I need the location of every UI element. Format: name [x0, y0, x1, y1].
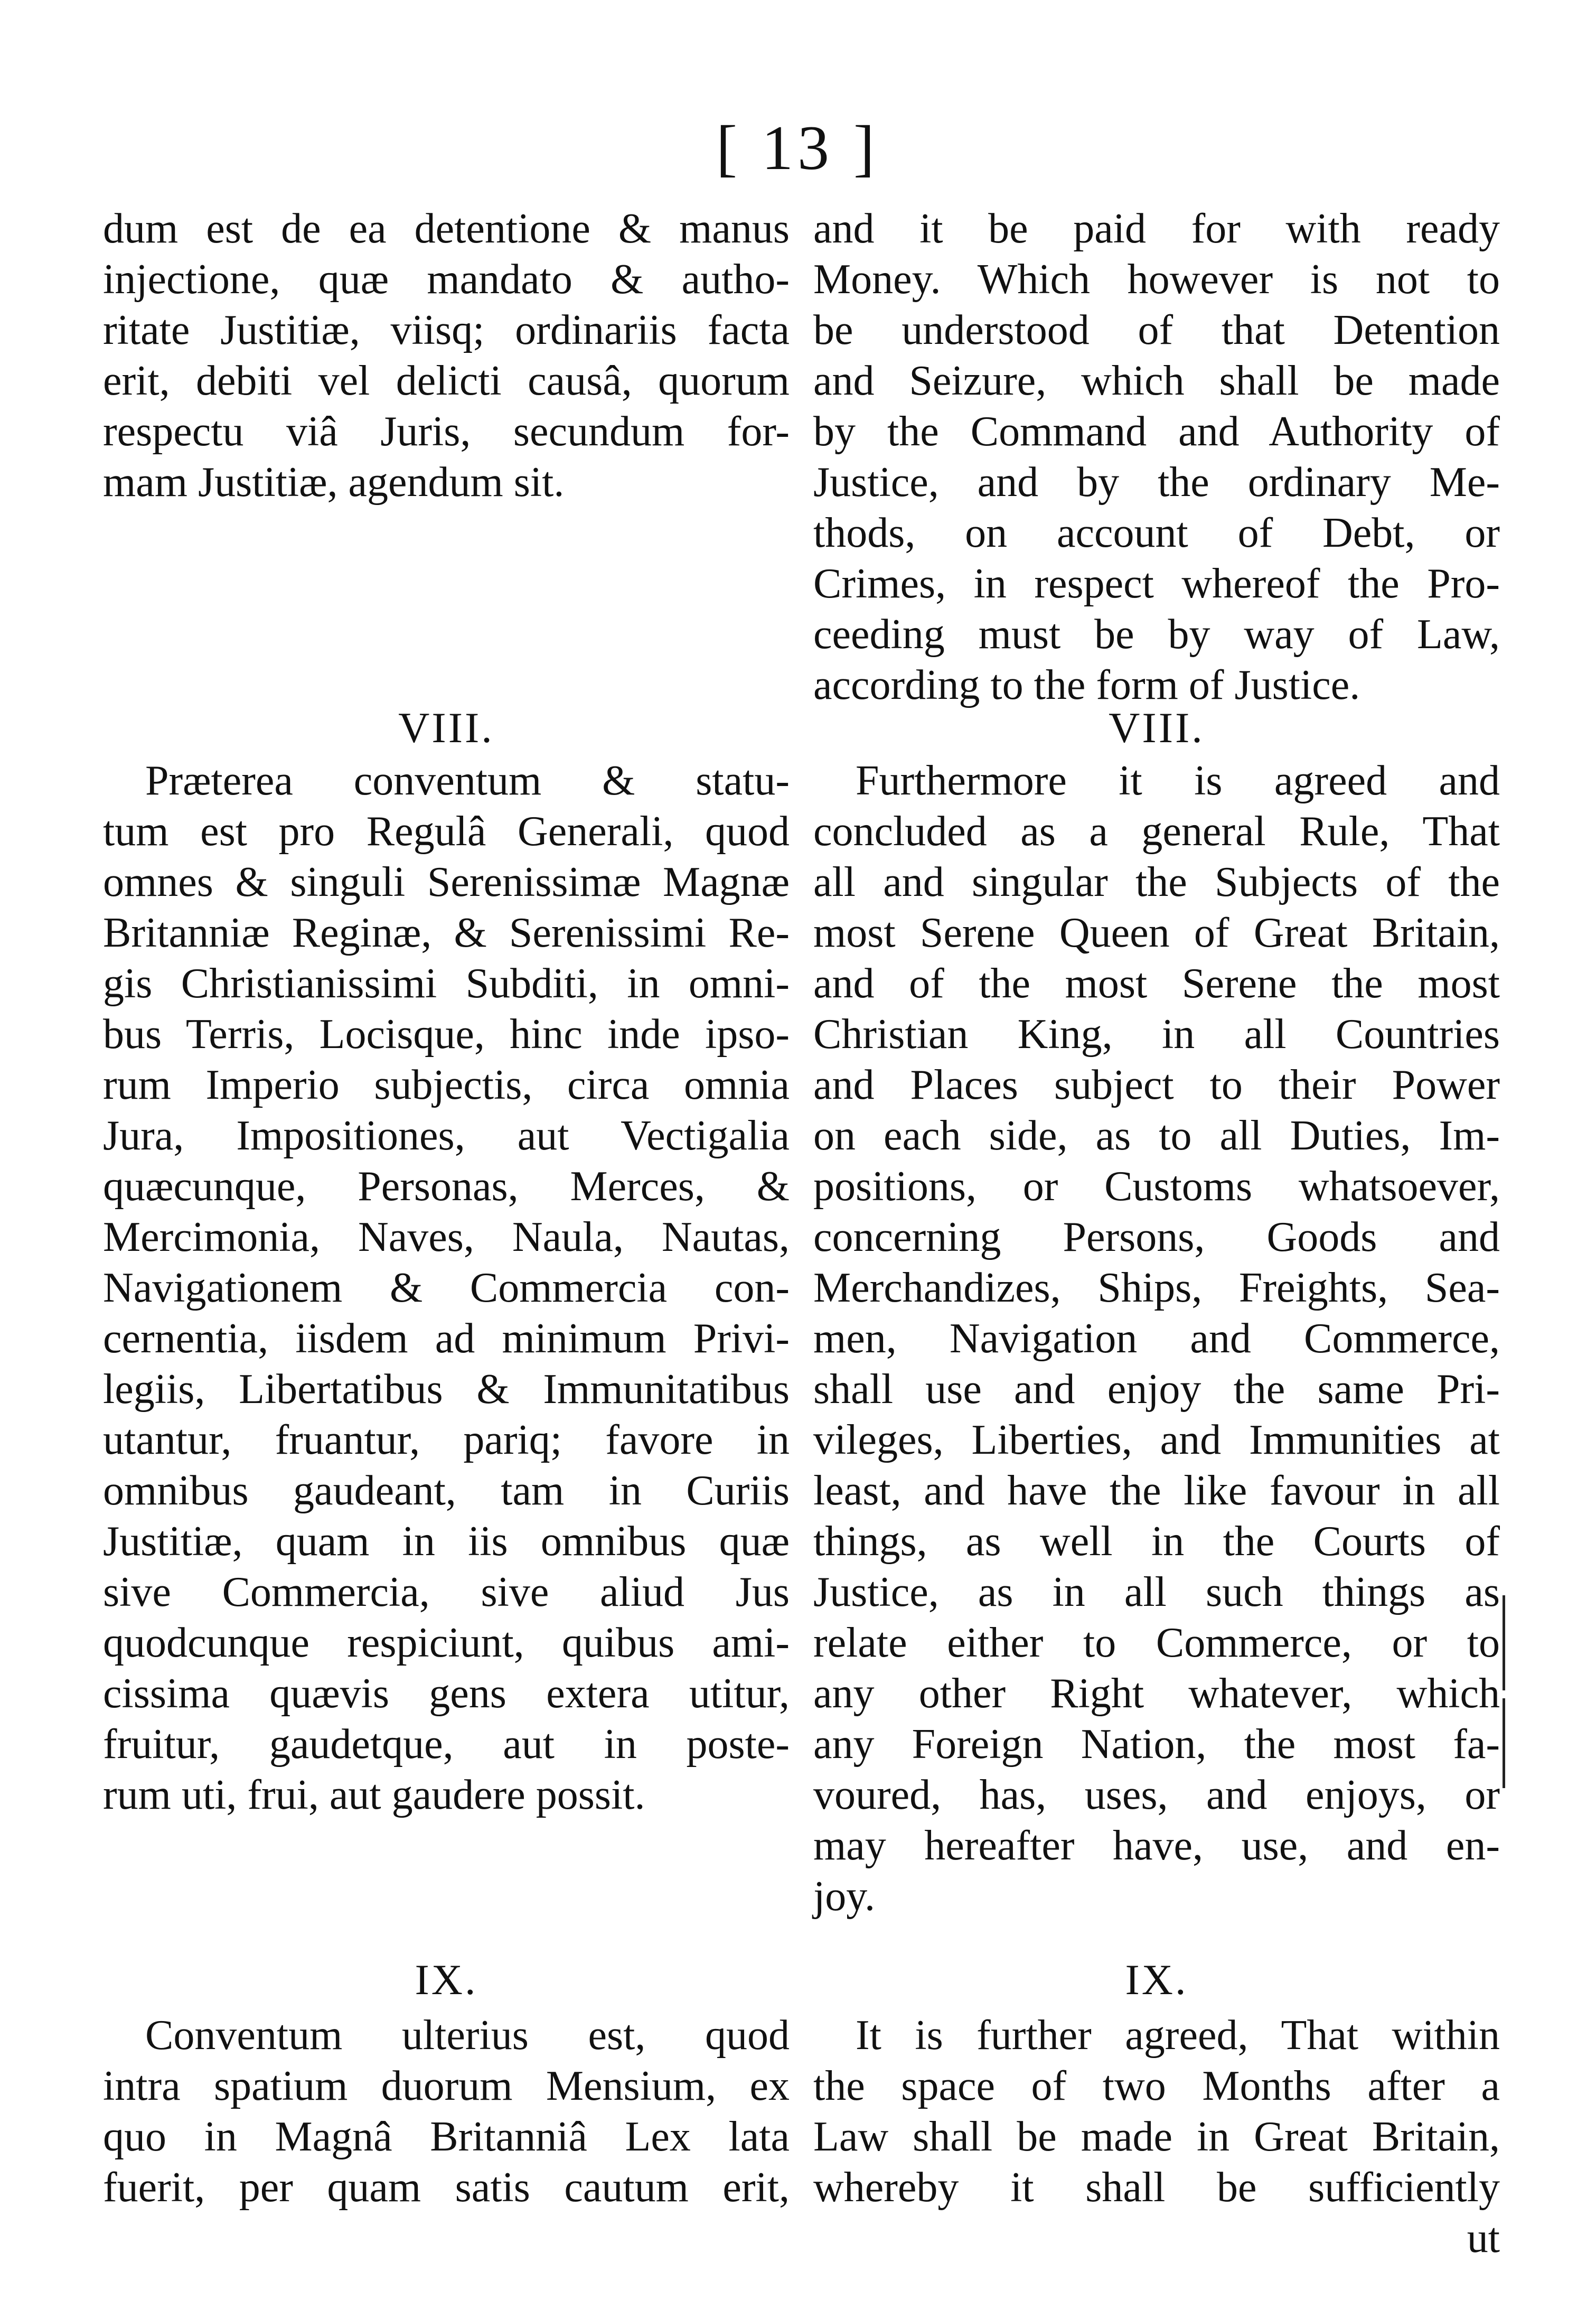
- text-line: utantur, fruantur, pariq; favore in: [103, 1417, 790, 1463]
- text-line: bus Terris, Locisque, hinc inde ipso-: [103, 1011, 790, 1058]
- text-line: Justice, as in all such things as: [813, 1569, 1500, 1615]
- text-line: joy.: [813, 1873, 876, 1920]
- latin-section-viii-paragraph: [103, 755, 790, 1820]
- text-line: men, Navigation and Commerce,: [813, 1315, 1500, 1362]
- text-line: respectu viâ Juris, secundum for-: [103, 408, 790, 455]
- text-line: quo in Magnâ Britanniâ Lex lata: [103, 2114, 790, 2160]
- text-line: and of the most Serene the most: [813, 960, 1500, 1007]
- text-line: Christian King, in all Countries: [813, 1011, 1500, 1058]
- text-line: mam Justitiæ, agendum sit.: [103, 459, 565, 506]
- text-line: most Serene Queen of Great Britain,: [813, 910, 1500, 956]
- text-line: Crimes, in respect whereof the Pro-: [813, 560, 1500, 607]
- text-line: concluded as a general Rule, That: [813, 808, 1500, 855]
- text-line: and it be paid for with ready: [813, 205, 1500, 252]
- text-line: It is further agreed, That within: [856, 2012, 1500, 2059]
- latin-top-paragraph: [103, 203, 790, 508]
- text-line: Britanniæ Reginæ, & Serenissimi Re-: [103, 910, 790, 956]
- text-line: shall use and enjoy the same Pri-: [813, 1366, 1500, 1413]
- margin-rule: [1503, 1698, 1505, 1788]
- text-line: omnibus gaudeant, tam in Curiis: [103, 1467, 790, 1514]
- text-line: Furthermore it is agreed and: [856, 758, 1500, 804]
- text-line: legiis, Libertatibus & Immunitatibus: [103, 1366, 790, 1413]
- text-line: voured, has, uses, and enjoys, or: [813, 1772, 1500, 1818]
- text-line: least, and have the like favour in all: [813, 1467, 1500, 1514]
- english-section-viii-paragraph: [813, 755, 1500, 1922]
- latin-section-heading-ix: IX.: [415, 1956, 478, 2004]
- text-line: rum uti, frui, aut gaudere possit.: [103, 1772, 645, 1818]
- text-line: and Places subject to their Power: [813, 1062, 1500, 1108]
- english-top-paragraph: [813, 203, 1500, 710]
- text-line: cernentia, iisdem ad minimum Privi-: [103, 1315, 790, 1362]
- text-line: injectione, quæ mandato & autho-: [103, 256, 790, 303]
- text-line: be understood of that Detention: [813, 307, 1500, 353]
- text-line: thods, on account of Debt, or: [813, 510, 1500, 556]
- text-line: Law shall be made in Great Britain,: [813, 2114, 1500, 2160]
- text-line: may hereafter have, use, and en-: [813, 1822, 1500, 1869]
- text-line: things, as well in the Courts of: [813, 1518, 1500, 1565]
- text-line: omnes & singuli Serenissimæ Magnæ: [103, 859, 790, 905]
- english-section-ix-paragraph: [813, 2010, 1500, 2264]
- text-line: positions, or Customs whatsoever,: [813, 1163, 1500, 1210]
- text-line: intra spatium duorum Mensium, ex: [103, 2063, 790, 2109]
- text-line: all and singular the Subjects of the: [813, 859, 1500, 905]
- text-line: and Seizure, which shall be made: [813, 358, 1500, 404]
- text-line: quodcunque respiciunt, quibus ami-: [103, 1620, 790, 1666]
- text-line: Præterea conventum & statu-: [145, 758, 790, 804]
- text-line: Jura, Impositiones, aut Vectigalia: [103, 1112, 790, 1159]
- text-line: Justice, and by the ordinary Me-: [813, 459, 1500, 506]
- latin-section-ix-paragraph: [103, 2010, 790, 2213]
- text-line: relate either to Commerce, or to: [813, 1620, 1500, 1666]
- page-number: [ 13 ]: [716, 113, 879, 183]
- english-section-heading-viii: VIII.: [1109, 704, 1205, 752]
- text-line: gis Christianissimi Subditi, in omni-: [103, 960, 790, 1007]
- text-line: vileges, Liberties, and Immunities at: [813, 1417, 1500, 1463]
- latin-section-heading-viii: VIII.: [398, 704, 494, 752]
- text-line: cissima quævis gens extera utitur,: [103, 1670, 790, 1717]
- text-line: Mercimonia, Naves, Naula, Nautas,: [103, 1214, 790, 1260]
- text-line: by the Command and Authority of: [813, 408, 1500, 455]
- text-line: fuerit, per quam satis cautum erit,: [103, 2164, 790, 2211]
- text-line: dum est de ea detentione & manus: [103, 205, 790, 252]
- text-line: according to the form of Justice.: [813, 662, 1360, 708]
- text-line: Justitiæ, quam in iis omnibus quæ: [103, 1518, 790, 1565]
- text-line: tum est pro Regulâ Generali, quod: [103, 808, 790, 855]
- text-line: concerning Persons, Goods and: [813, 1214, 1500, 1260]
- text-line: ritate Justitiæ, viisq; ordinariis facta: [103, 307, 790, 353]
- text-line: quæcunque, Personas, Merces, &: [103, 1163, 790, 1210]
- text-line: Navigationem & Commercia con-: [103, 1265, 790, 1311]
- english-section-heading-ix: IX.: [1125, 1956, 1188, 2004]
- text-line: Money. Which however is not to: [813, 256, 1500, 303]
- text-line: ceeding must be by way of Law,: [813, 611, 1500, 658]
- text-line: any Foreign Nation, the most fa-: [813, 1721, 1500, 1768]
- text-line: Conventum ulterius est, quod: [145, 2012, 790, 2059]
- text-line: rum Imperio subjectis, circa omnia: [103, 1062, 790, 1108]
- text-line: erit, debiti vel delicti causâ, quorum: [103, 358, 790, 404]
- text-line: whereby it shall be sufficiently: [813, 2164, 1500, 2211]
- text-line: fruitur, gaudetque, aut in poste-: [103, 1721, 790, 1768]
- text-line: any other Right whatever, which: [813, 1670, 1500, 1717]
- text-line: on each side, as to all Duties, Im-: [813, 1112, 1500, 1159]
- catchword: ut: [1467, 2215, 1500, 2261]
- text-line: the space of two Months after a: [813, 2063, 1500, 2109]
- margin-rule: [1503, 1595, 1505, 1690]
- text-line: sive Commercia, sive aliud Jus: [103, 1569, 790, 1615]
- text-line: Merchandizes, Ships, Freights, Sea-: [813, 1265, 1500, 1311]
